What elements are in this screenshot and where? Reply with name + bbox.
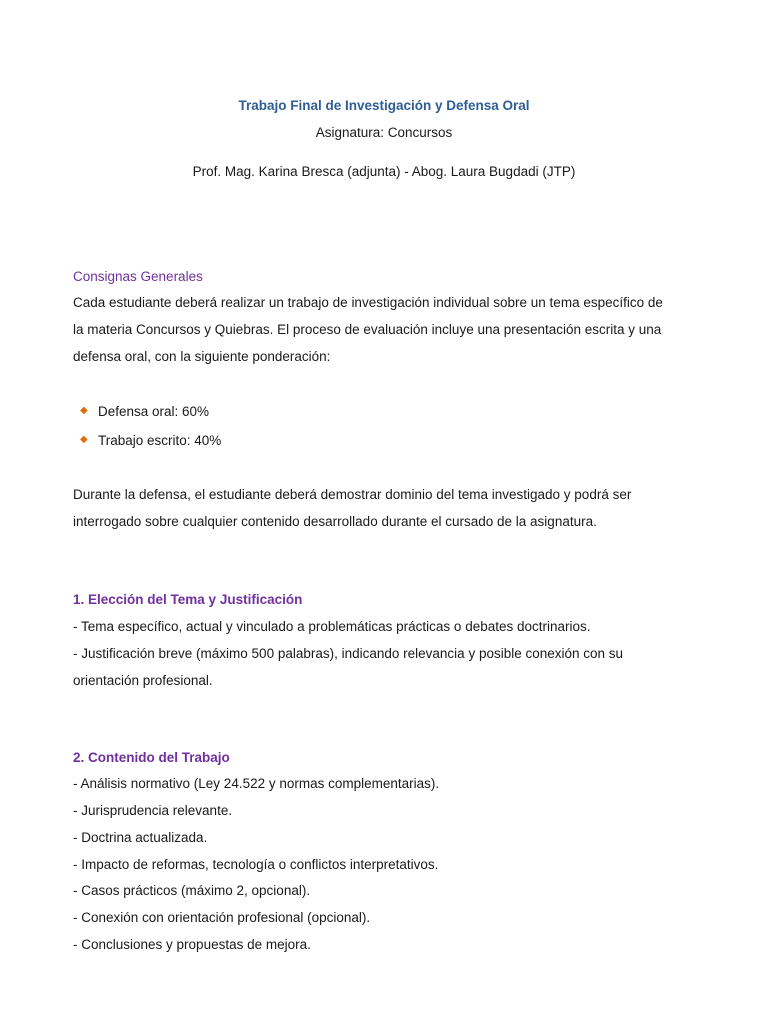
bullet-diamond-icon: ◆ (80, 405, 88, 416)
section2-line: - Doctrina actualizada. (73, 830, 208, 845)
section2-line: - Jurisprudencia relevante. (73, 803, 233, 818)
intro-line-3: defensa oral, con la siguiente ponderación: (73, 349, 331, 364)
intro-line-1: Cada estudiante deberá realizar un trabajo de investigación individual sobre un tema específico de (73, 295, 663, 310)
section1-line: - Tema específico, actual y vinculado a problemáticas prácticas o debates doctrinarios. (73, 619, 591, 634)
bullet-item: Defensa oral: 60% (98, 404, 210, 419)
section2-line: - Casos prácticos (máximo 2, opcional). (73, 883, 311, 898)
bullet-diamond-icon: ◆ (80, 434, 88, 445)
section2-line: - Conexión con orientación profesional (opcional). (73, 910, 371, 925)
section2-line: - Análisis normativo (Ley 24.522 y normas complementarias). (73, 776, 440, 791)
bullet-item: Trabajo escrito: 40% (98, 433, 222, 448)
section1-heading: 1. Elección del Tema y Justificación (73, 592, 303, 607)
section2-line: - Conclusiones y propuestas de mejora. (73, 937, 311, 952)
section1-line: orientación profesional. (73, 673, 213, 688)
section1-line: - Justificación breve (máximo 500 palabras), indicando relevancia y posible conexión con su (73, 646, 624, 661)
section2-line: - Impacto de reformas, tecnología o conflictos interpretativos. (73, 857, 439, 872)
document-title: Trabajo Final de Investigación y Defensa Oral (238, 98, 530, 113)
subject-line: Asignatura: Concursos (315, 125, 453, 140)
intro-line-2: la materia Concursos y Quiebras. El proceso de evaluación incluye una presentación escrita y una (73, 322, 662, 337)
professors-line: Prof. Mag. Karina Bresca (adjunta) - Abog. Laura Bugdadi (JTP) (192, 164, 576, 179)
general-heading: Consignas Generales (73, 269, 203, 284)
section2-heading: 2. Contenido del Trabajo (73, 750, 230, 765)
defense-line-2: interrogado sobre cualquier contenido desarrollado durante el cursado de la asignatura. (73, 514, 597, 529)
defense-line-1: Durante la defensa, el estudiante deberá demostrar dominio del tema investigado y podrá ser (73, 487, 632, 502)
